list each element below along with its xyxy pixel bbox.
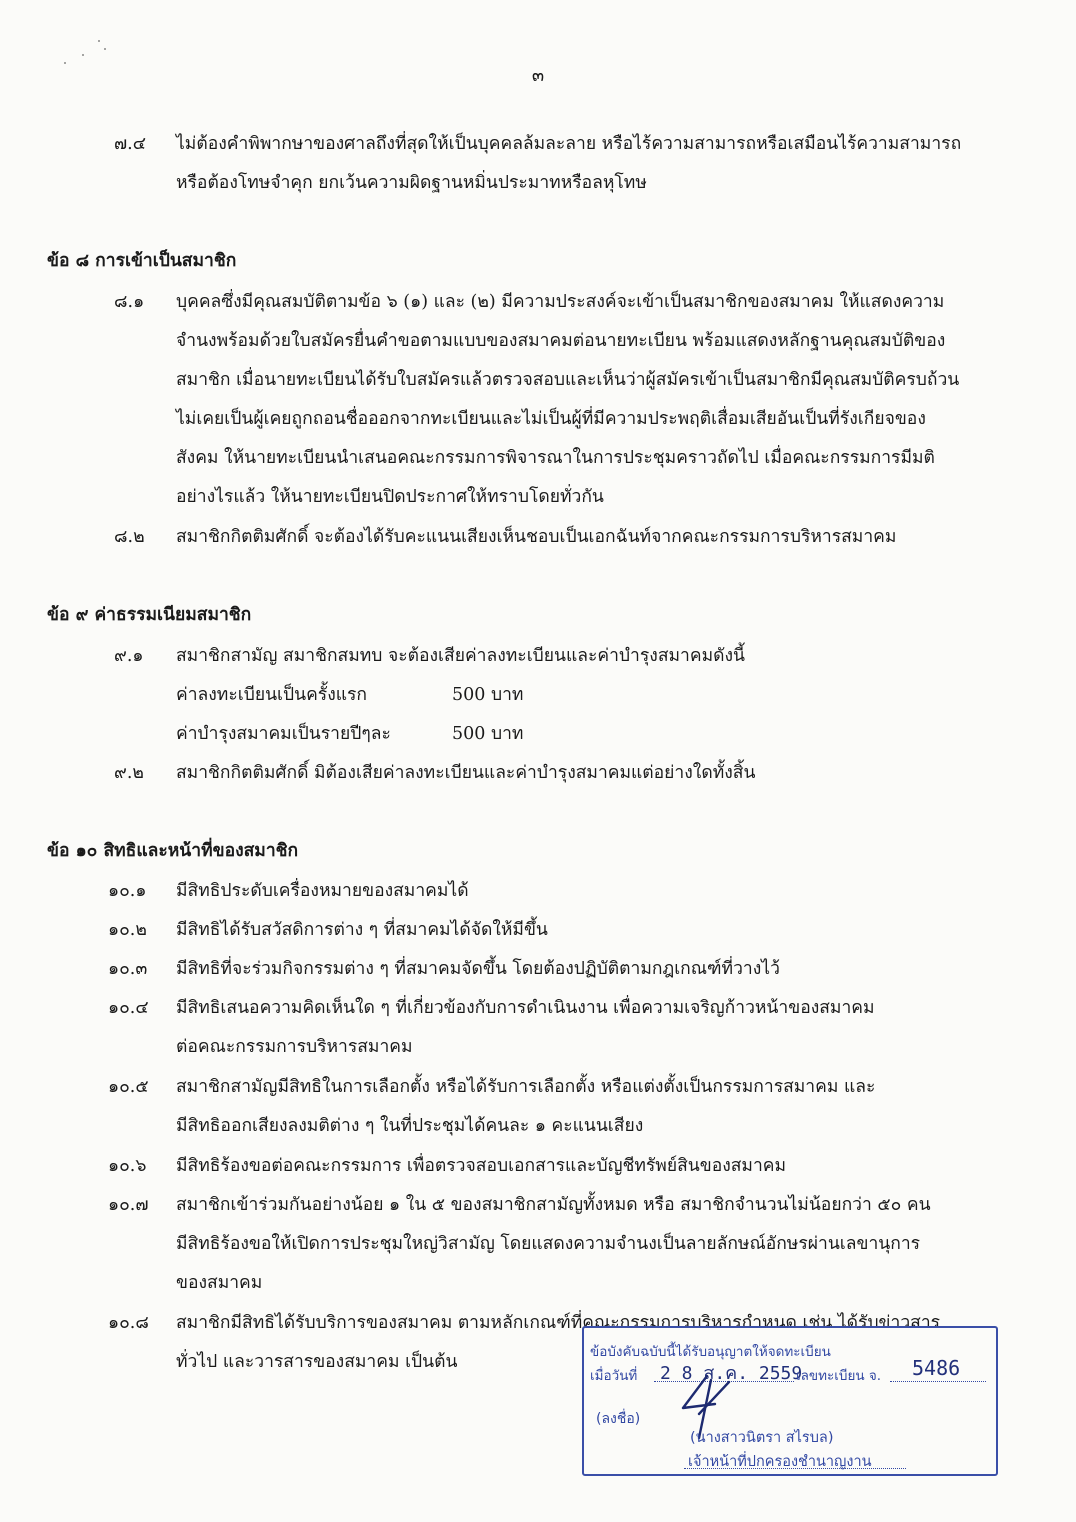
clause-number: ๙.๑ — [114, 646, 144, 666]
stamp-reg-value: 5486 — [912, 1356, 961, 1380]
clause-number: ๘.๑ — [114, 292, 145, 312]
clause-number: ๑๐.๒ — [108, 920, 147, 940]
stamp-date-label: เมื่อวันที่ — [590, 1368, 638, 1384]
clause-number: ๑๐.๓ — [108, 959, 148, 979]
clause-text: สมาชิก เมื่อนายทะเบียนได้รับใบสมัครแล้วตรวจสอบและเห็นว่าผู้สมัครเข้าเป็นสมาชิกมีคุณสมบัติครบถ้วน — [176, 370, 960, 390]
clause-number: ๑๐.๑ — [108, 881, 147, 901]
scan-speck — [64, 62, 66, 64]
clause-text: สมาชิกเข้าร่วมกันอย่างน้อย ๑ ใน ๕ ของสมาชิกสามัญทั้งหมด หรือ สมาชิกจำนวนไม่น้อยกว่า ๕๐ คน — [176, 1195, 931, 1215]
clause-text: ต่อคณะกรรมการบริหารสมาคม — [176, 1037, 413, 1057]
scan-speck — [98, 40, 100, 42]
stamp-reg-label: เลขทะเบียน จ. — [796, 1368, 882, 1384]
clause-number: ๘.๒ — [114, 527, 145, 547]
clause-text: อย่างไรแล้ว ให้นายทะเบียนปิดประกาศให้ทราบโดยทั่วกัน — [176, 487, 604, 507]
stamp-date-value: 2 8 ส.ค. 2559 — [660, 1363, 803, 1384]
clause-text: หรือต้องโทษจำคุก ยกเว้นความผิดฐานหมิ่นประมาทหรือลหุโทษ — [176, 173, 647, 193]
clause-text: มีสิทธิที่จะร่วมกิจกรรมต่าง ๆ ที่สมาคมจัดขึ้น โดยต้องปฏิบัติตามกฎเกณฑ์ที่วางไว้ — [176, 959, 780, 979]
clause-number: ๑๐.๔ — [108, 998, 149, 1018]
clause-number: ๑๐.๕ — [108, 1077, 149, 1097]
section-heading: ข้อ ๑๐ สิทธิและหน้าที่ของสมาชิก — [47, 841, 299, 861]
stamp-reg-dotted-line — [890, 1381, 986, 1382]
scan-speck — [104, 48, 106, 50]
scan-speck — [82, 54, 84, 56]
stamp-officer-name: (นางสาวนิตรา สไรบล) — [690, 1430, 834, 1446]
clause-text: มีสิทธิร้องขอต่อคณะกรรมการ เพื่อตรวจสอบเอกสารและบัญชีทรัพย์สินของสมาคม — [176, 1156, 787, 1176]
clause-text: มีสิทธิประดับเครื่องหมายของสมาคมได้ — [176, 881, 469, 901]
stamp-approval-line: ข้อบังคับฉบับนี้ได้รับอนุญาตให้จดทะเบียน — [590, 1344, 831, 1360]
clause-text: สมาชิกสามัญ สมาชิกสมทบ จะต้องเสียค่าลงทะเบียนและค่าบำรุงสมาคมดังนี้ — [176, 646, 745, 666]
clause-text: บุคคลซึ่งมีคุณสมบัติตามข้อ ๖ (๑) และ (๒) มีความประสงค์จะเข้าเป็นสมาชิกของสมาคม ให้แสดงความ — [176, 292, 945, 312]
fee-amount: 500 บาท — [452, 685, 524, 705]
section-heading: ข้อ ๙ ค่าธรรมเนียมสมาชิก — [47, 605, 252, 625]
clause-text: ไม่เคยเป็นผู้เคยถูกถอนชื่อออกจากทะเบียนและไม่เป็นผู้ที่มีความประพฤติเสื่อมเสียอันเป็นที่รังเกียจของ — [176, 409, 926, 429]
fee-label: ค่าบำรุงสมาคมเป็นรายปีๆละ — [176, 724, 391, 744]
clause-number: ๑๐.๗ — [108, 1195, 149, 1215]
fee-amount: 500 บาท — [452, 724, 524, 744]
clause-text: มีสิทธิเสนอความคิดเห็นใด ๆ ที่เกี่ยวข้องกับการดำเนินงาน เพื่อความเจริญก้าวหน้าของสมาคม — [176, 998, 875, 1018]
stamp-officer-position: เจ้าหน้าที่ปกครองชำนาญงาน — [688, 1454, 872, 1470]
clause-number: ๗.๔ — [114, 134, 146, 154]
clause-text: มีสิทธิออกเสียงลงมติต่าง ๆ ในที่ประชุมได้คนละ ๑ คะแนนเสียง — [176, 1116, 644, 1136]
clause-number: ๑๐.๘ — [108, 1313, 149, 1333]
clause-text: สังคม ให้นายทะเบียนนำเสนอคณะกรรมการพิจารณาในการประชุมคราวถัดไป เมื่อคณะกรรมการมีมติ — [176, 448, 935, 468]
clause-text: มีสิทธิได้รับสวัสดิการต่าง ๆ ที่สมาคมได้จัดให้มีขึ้น — [176, 920, 548, 940]
section-heading: ข้อ ๘ การเข้าเป็นสมาชิก — [47, 251, 237, 271]
registration-stamp — [582, 1326, 998, 1476]
clause-text: ทั่วไป และวารสารของสมาคม เป็นต้น — [176, 1352, 458, 1372]
page-number: ๓ — [531, 65, 545, 86]
clause-number: ๑๐.๖ — [108, 1156, 147, 1176]
clause-text: ของสมาคม — [176, 1273, 263, 1293]
clause-text: มีสิทธิร้องขอให้เปิดการประชุมใหญ่วิสามัญ โดยแสดงความจำนงเป็นลายลักษณ์อักษรผ่านเลขานุการ — [176, 1234, 921, 1254]
clause-text: ไม่ต้องคำพิพากษาของศาลถึงที่สุดให้เป็นบุคคลล้มละลาย หรือไร้ความสามารถหรือเสมือนไร้ความสามารถ — [176, 134, 962, 154]
clause-text: จำนงพร้อมด้วยใบสมัครยื่นคำขอตามแบบของสมาคมต่อนายทะเบียน พร้อมแสดงหลักฐานคุณสมบัติของ — [176, 331, 946, 351]
stamp-position-dotted-line — [684, 1468, 906, 1469]
clause-number: ๙.๒ — [114, 763, 144, 783]
clause-text: สมาชิกกิตติมศักดิ์ จะต้องได้รับคะแนนเสียงเห็นชอบเป็นเอกฉันท์จากคณะกรรมการบริหารสมาคม — [176, 527, 897, 547]
clause-text: สมาชิกกิตติมศักดิ์ มิต้องเสียค่าลงทะเบียนและค่าบำรุงสมาคมแต่อย่างใดทั้งสิ้น — [176, 763, 756, 783]
clause-text: สมาชิกสามัญมีสิทธิในการเลือกตั้ง หรือได้รับการเลือกตั้ง หรือแต่งตั้งเป็นกรรมการสมาคม และ — [176, 1077, 876, 1097]
clause-text: สมาชิกมีสิทธิได้รับบริการของสมาคม ตามหลักเกณฑ์ที่คณะกรรมการบริหารกำหนด เช่น ได้รับข่าวสาร — [176, 1313, 941, 1333]
fee-label: ค่าลงทะเบียนเป็นครั้งแรก — [176, 685, 368, 705]
stamp-sign-label: (ลงชื่อ) — [596, 1411, 641, 1427]
